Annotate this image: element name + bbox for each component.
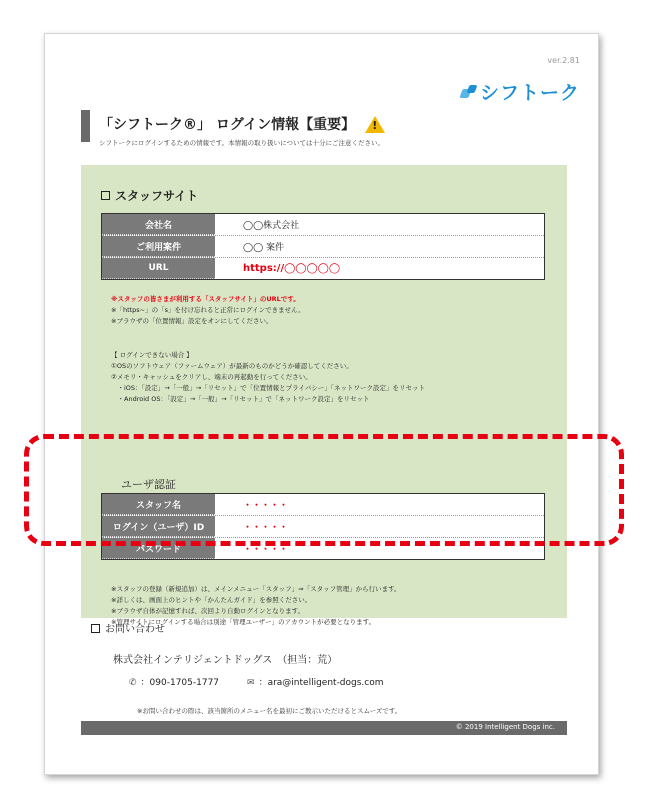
note-line: ※詳しくは、画面上のヒントや「かんたんガイド」を参照ください。	[111, 596, 312, 604]
contact-details	[129, 675, 384, 688]
note-line: ②メモリ・キャッシュをクリアし、端末の再起動を行ってください。	[111, 373, 312, 381]
note-line: ・Android OS：「設定」→「一般」→「リセット」で「ネットワーク設定」をリセット	[111, 395, 370, 403]
checkbox-square-icon	[91, 624, 100, 633]
row-label: スタッフ名	[102, 494, 215, 515]
table-row	[102, 258, 544, 279]
staff-site-title: スタッフサイト	[115, 189, 199, 203]
title-accent-bar	[81, 110, 90, 142]
note-line: ※スタッフの皆さまが利用する「スタッフサイト」のURLです。	[111, 295, 300, 303]
version-label: ver.2.81	[547, 56, 580, 65]
contact-company: 株式会社インテリジェントドッグス （担当：荒）	[113, 655, 338, 666]
note-line: 【 ログインできない場合 】	[111, 351, 193, 359]
login-info-panel	[81, 165, 567, 626]
staff-site-notes	[111, 294, 305, 327]
trouble-notes	[111, 350, 425, 405]
note-line: ※スタッフの登録（新規追加）は、メインメニュー「スタッフ」⇒「スタッフ管理」から行います。	[111, 585, 401, 593]
phone-contact	[129, 675, 219, 688]
page-subtitle: シフトークにログインするための情報です。本情報の取り扱いについては十分にご注意ください。	[99, 139, 385, 147]
row-label: URL	[102, 258, 215, 279]
contact-title: お問い合わせ	[105, 624, 165, 635]
row-label: パスワード	[102, 538, 215, 559]
page-title	[99, 114, 385, 134]
project-value: ◯◯ 案件	[243, 243, 285, 253]
note-line: ※「https~」の「s」を付け忘れると正常にログインできません。	[111, 306, 305, 314]
highlight-dashed-box	[24, 434, 624, 546]
url-link[interactable]: https://◯◯◯◯◯	[243, 263, 341, 274]
table-row	[102, 236, 544, 258]
staff-name-value: ・・・・・	[243, 501, 289, 511]
page-title-text: 「シフトーク®」 ログイン情報【重要】	[99, 117, 356, 133]
footer-bar	[81, 721, 567, 735]
user-auth-heading: ユーザ認証	[121, 478, 176, 491]
checkbox-square-icon	[101, 191, 110, 200]
note-line: ・iOS：「設定」→「一般」→「リセット」で「位置情報とプライバシー」「ネットワーク設定」をリセット	[111, 384, 425, 392]
row-label: ログイン（ユーザ）ID	[102, 516, 215, 537]
brand-logo	[461, 78, 580, 105]
note-line: ※ブラウザ自体が記憶すれば、次回より自動ログインとなります。	[111, 607, 305, 615]
note-line: ※ブラウザの「位置情報」設定をオンにしてください。	[111, 317, 273, 325]
row-label: ご利用案件	[102, 236, 215, 257]
email-address[interactable]: ：ara@intelligent-dogs.com	[258, 678, 384, 688]
note-line: ①OSのソフトウェア（ファームウェア）が最新のものかどうか確認してください。	[111, 362, 353, 370]
phone-number[interactable]: ：090-1705-1777	[140, 678, 220, 688]
staff-site-table	[101, 213, 545, 280]
password-value: ・・・・・	[243, 545, 289, 555]
logo-icon	[461, 85, 477, 99]
warning-icon: !	[365, 116, 385, 133]
staff-site-heading	[101, 187, 198, 204]
note-line: ※管理サイトにログインする場合は別途「管理ユーザー」のアカウントが必要となります。	[111, 618, 376, 626]
contact-heading	[91, 620, 165, 635]
logo-text: シフトーク	[479, 82, 580, 104]
company-name-value: ◯◯株式会社	[243, 221, 300, 231]
mail-icon: ✉	[247, 678, 255, 688]
login-id-value: ・・・・・	[243, 523, 289, 533]
row-label: 会社名	[102, 214, 215, 235]
email-contact	[247, 675, 383, 688]
copyright: © 2019 Intelligent Dogs inc.	[455, 723, 555, 731]
phone-icon: ✆	[129, 678, 137, 688]
document-page	[44, 33, 599, 775]
contact-note: ※お問い合わせの際は、該当箇所のメニュー名を最初にご教示いただけるとスムーズです。	[137, 707, 402, 715]
table-row	[102, 214, 544, 236]
